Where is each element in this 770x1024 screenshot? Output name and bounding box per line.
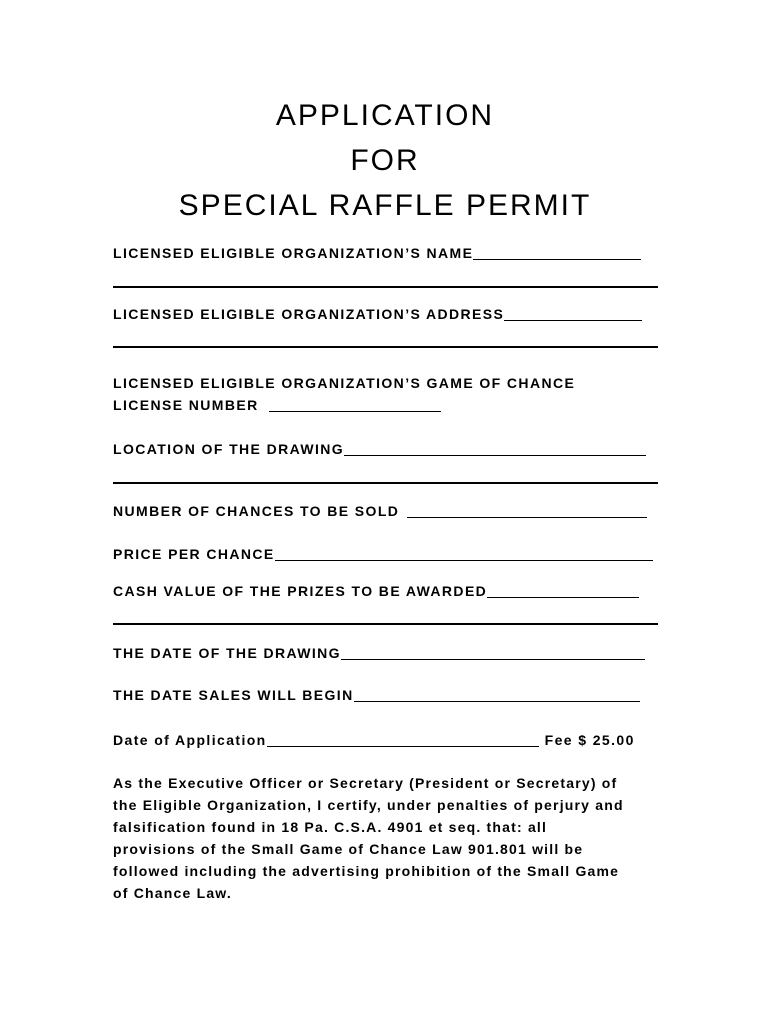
org-address-continuation-line[interactable] xyxy=(113,346,658,348)
application-date-row xyxy=(113,731,635,749)
title-line-permit: SPECIAL RAFFLE PERMIT xyxy=(178,189,592,222)
drawing-location-field[interactable] xyxy=(344,441,646,456)
org-address-field[interactable] xyxy=(504,306,642,321)
org-name-continuation-line[interactable] xyxy=(113,286,658,288)
cash-value-field[interactable] xyxy=(487,583,639,598)
certification-line: provisions of the Small Game of Chance Law 901.801 will be xyxy=(113,841,584,857)
cash-value-label: CASH VALUE OF THE PRIZES TO BE AWARDED xyxy=(113,583,488,599)
drawing-location-label: LOCATION OF THE DRAWING xyxy=(113,441,345,457)
fee-label: Fee $ 25.00 xyxy=(544,732,635,748)
license-row-1 xyxy=(113,374,575,392)
org-name-row xyxy=(113,244,641,262)
license-label-line2: LICENSE NUMBER xyxy=(113,397,259,413)
chances-field[interactable] xyxy=(407,503,647,518)
org-name-label: LICENSED ELIGIBLE ORGANIZATION’S NAME xyxy=(113,245,474,261)
sales-begin-row xyxy=(113,686,640,704)
certification-line: followed including the advertising prohibition of the Small Game xyxy=(113,863,620,879)
sales-begin-label: THE DATE SALES WILL BEGIN xyxy=(113,687,354,703)
org-address-row xyxy=(113,305,642,323)
org-address-label: LICENSED ELIGIBLE ORGANIZATION’S ADDRESS xyxy=(113,306,505,322)
chances-label: NUMBER OF CHANCES TO BE SOLD xyxy=(113,503,400,519)
title-line-application: APPLICATION xyxy=(275,99,495,132)
application-date-label: Date of Application xyxy=(113,732,267,748)
org-name-field[interactable] xyxy=(473,245,641,260)
license-label-line1: LICENSED ELIGIBLE ORGANIZATION’S GAME OF CHANCE xyxy=(113,375,576,391)
cash-value-row xyxy=(113,582,639,600)
cash-value-continuation-line[interactable] xyxy=(113,623,658,625)
certification-line: the Eligible Organization, I certify, under penalties of perjury and xyxy=(113,797,624,813)
price-label: PRICE PER CHANCE xyxy=(113,546,275,562)
certification-paragraph xyxy=(113,772,673,904)
title-line-for: FOR xyxy=(350,144,420,177)
chances-row xyxy=(113,502,647,520)
drawing-date-field[interactable] xyxy=(341,645,645,660)
price-row xyxy=(113,545,653,563)
drawing-date-row xyxy=(113,644,645,662)
drawing-location-continuation-line[interactable] xyxy=(113,482,658,484)
certification-line: As the Executive Officer or Secretary (President or Secretary) of xyxy=(113,775,618,791)
certification-line: of Chance Law. xyxy=(113,885,232,901)
application-date-field[interactable] xyxy=(267,732,539,747)
license-row-2 xyxy=(113,396,441,414)
license-number-field[interactable] xyxy=(269,397,441,412)
drawing-location-row xyxy=(113,440,646,458)
certification-line: falsification found in 18 Pa. C.S.A. 4901 et seq. that: all xyxy=(113,819,548,835)
price-field[interactable] xyxy=(275,546,653,561)
drawing-date-label: THE DATE OF THE DRAWING xyxy=(113,645,341,661)
sales-begin-field[interactable] xyxy=(354,687,640,702)
